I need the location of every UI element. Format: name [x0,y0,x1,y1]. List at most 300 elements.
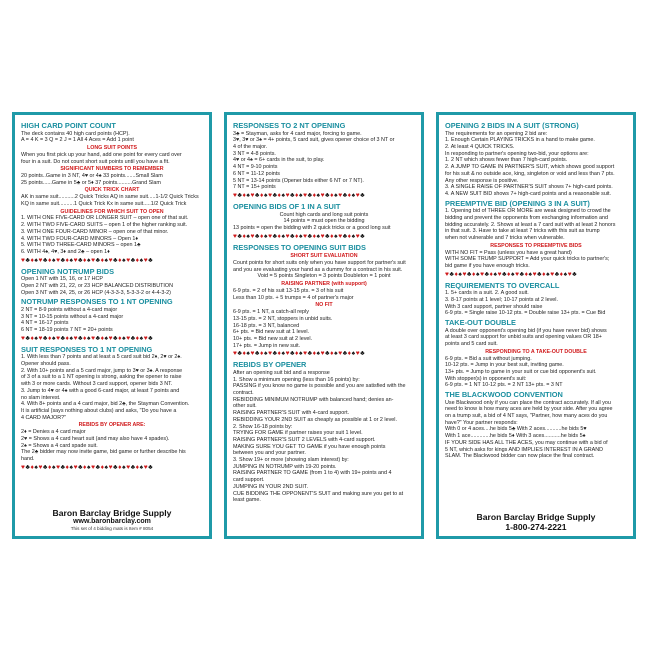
diamond-icon: ♦ [83,463,88,471]
text-line: 1. WITH ONE FIVE-CARD OR LONGER SUIT – open one of that suit. [21,215,189,222]
text-line: The requirements for an opening 2 bid are: [445,130,548,137]
diamond-icon: ♦ [47,463,52,471]
text-line: REBIDDING MINIMUM NOTRUMP with balanced hand; denies an- [233,396,394,403]
text-line: TRYING FOR GAME if partner raises your suit 1 level. [233,430,363,437]
responding-double-section [445,348,627,389]
spade-icon: ♠ [246,232,251,240]
diamond-icon: ♦ [295,191,300,199]
club-icon: ♣ [60,256,66,264]
heart-icon: ♥ [56,334,61,342]
spade-icon: ♠ [334,350,339,358]
diamond-icon: ♦ [277,232,282,240]
heart-icon: ♥ [550,270,555,278]
club-icon: ♣ [130,334,136,342]
diamond-icon: ♦ [471,270,476,278]
sub-heading: SIGNIFICANT NUMBERS TO REMEMBER [60,166,164,173]
diamond-icon: ♦ [524,270,529,278]
text-line: CUE BIDDING THE OPPONENT'S SUIT and making sure you get to at [233,490,404,497]
heart-icon: ♥ [126,334,131,342]
club-icon: ♣ [255,232,260,240]
text-line: when not vulnerable and 7 tricks when vulnerable. [445,235,565,242]
sub-heading: LONG SUIT POINTS [86,145,138,151]
strong-two-bids-section [445,120,627,198]
section-heading: OPENING BIDS OF 1 IN A SUIT [233,201,341,211]
diamond-icon: ♦ [65,256,70,264]
diamond-icon: ♦ [312,232,317,240]
diamond-icon: ♦ [30,256,35,264]
club-icon: ♣ [78,334,84,342]
text-line: 4 NT = 16-17 points [21,320,69,327]
text-line: With 3 card support, partner should raise [445,303,543,310]
spade-icon: ♠ [334,232,339,240]
spade-icon: ♠ [51,463,57,471]
text-line: 1. Show a minimum opening (less than 16 points) by: [233,376,360,383]
text-line: Count high cards and long suit points [279,211,369,218]
heart-icon: ♥ [91,463,96,471]
diamond-icon: ♦ [242,350,247,358]
club-icon: ♣ [272,232,278,240]
heart-icon: ♥ [320,232,326,240]
heart-icon: ♥ [268,350,273,358]
high-card-section [21,120,203,144]
diamond-icon: ♦ [259,350,264,358]
diamond-icon: ♦ [30,334,35,342]
club-icon: ♣ [290,232,296,240]
diamond-icon: ♦ [47,334,52,342]
spade-icon: ♠ [104,256,109,264]
text-line: 13+ pts. = Jump to game in your suit or cue bid opponent's suit. [445,368,597,375]
suit-divider [233,233,415,241]
text-line: When you first pick up your hand, add one point for every card over [21,151,182,158]
quick-trick-section [21,186,203,207]
text-line: 25 points......Game in 5♣ or 5♦ 37 points..........Grand Slam [21,179,161,186]
heart-icon: ♥ [303,350,308,358]
spade-icon: ♠ [351,191,356,199]
text-line: 6 NT = 18-19 points 7 NT = 20+ points [21,327,113,334]
diamond-icon: ♦ [242,191,247,199]
section-heading: OPENING NOTRUMP BIDS [21,266,115,276]
text-line: bid game if you have enough tricks. [445,262,530,269]
text-line: between you and your partner. [233,450,306,457]
club-icon: ♣ [148,463,154,471]
diamond-icon: ♦ [330,191,335,199]
club-icon: ♣ [360,191,366,199]
heart-icon: ♥ [320,350,326,358]
section-heading: REQUIREMENTS TO OVERCALL [445,280,560,290]
club-icon: ♣ [290,191,296,199]
heart-icon: ♥ [91,256,96,264]
footer [445,512,627,532]
text-line: Open 3 NT with 24, 25, or 26 HCP (4-3-3-3, 5-3-3-2 or 4-4-3-2) [21,289,171,296]
diamond-icon: ♦ [277,191,282,199]
text-line: With stopper(s) in opponent's suit: [445,375,527,382]
which-suit-section [21,208,203,256]
diamond-icon: ♦ [347,232,352,240]
heart-icon: ♥ [338,350,343,358]
spade-icon: ♠ [246,350,251,358]
club-icon: ♣ [237,191,243,199]
section-heading: OPENING 2 BIDS IN A SUIT (STRONG) [445,121,579,130]
sub-heading: RESPONDING TO A TAKE-OUT DOUBLE [485,348,587,355]
club-icon: ♣ [360,232,366,240]
diamond-icon: ♦ [242,232,247,240]
diamond-icon: ♦ [83,334,88,342]
heart-icon: ♥ [355,350,361,358]
club-icon: ♣ [325,232,331,240]
bidding-panel-1 [12,112,212,539]
spade-icon: ♠ [458,270,463,278]
diamond-icon: ♦ [100,256,105,264]
diamond-icon: ♦ [259,191,264,199]
club-icon: ♣ [272,350,278,358]
text-line: Count points for short suits only when you have support for partner's suit [233,260,406,267]
heart-icon: ♥ [73,256,79,264]
heart-icon: ♥ [73,463,79,471]
text-line: in that suit. 3. Have to take at least 7 tricks with this suit as trump [445,228,600,235]
text-line: hand. [21,455,35,462]
text-line: no slam interest. [21,394,61,401]
heart-icon: ♥ [108,334,114,342]
text-line: In responding to partner's opening two-bid, your options are: [445,150,589,157]
club-icon: ♣ [43,334,48,342]
section-heading: NOTRUMP RESPONSES TO 1 NT OPENING [21,297,173,307]
diamond-icon: ♦ [542,270,547,278]
text-line: Void = 5 points Singleton = 3 points Doubleton = 1 point [257,273,391,280]
take-out-double-section [445,317,627,348]
section-heading: RESPONSES TO OPENING SUIT BIDS [233,242,366,252]
suit-divider [233,350,415,358]
diamond-icon: ♦ [118,463,123,471]
text-line: JUMPING IN NOTRUMP with 19-20 points. [233,463,337,470]
suit-divider [21,464,203,472]
spade-icon: ♠ [281,191,286,199]
spade-icon: ♠ [511,270,516,278]
heart-icon: ♥ [338,232,343,240]
text-line: 1. With less than 7 points and at least a 5 card suit bid 2♦, 2♥ or 2♠. [21,354,182,361]
rebids-by-opener-section [233,359,415,504]
long-suit-section [21,144,203,165]
section-heading: TAKE-OUT DOUBLE [445,318,516,328]
text-line: It is artificial (says nothing about clubs) and asks, "Do you have a [21,407,177,414]
club-icon: ♣ [43,256,48,264]
diamond-icon: ♦ [489,270,494,278]
spade-icon: ♠ [87,256,92,264]
heart-icon: ♥ [56,463,61,471]
text-line: 4 CARD MAJOR?" [21,414,67,421]
text-line: IF YOUR SIDE HAS ALL THE ACES, you may continue with a bid of [445,439,608,446]
club-icon: ♣ [237,232,243,240]
diamond-icon: ♦ [47,256,52,264]
text-line: With 0 or 4 aces....he bids 5♣ With 2 aces...........he bids 5♥ [445,426,587,433]
text-line: PASSING if you know no game is possible and you are satisfied with the [233,383,406,390]
club-icon: ♣ [25,256,31,264]
diamond-icon: ♦ [330,350,335,358]
club-icon: ♣ [537,270,543,278]
heart-icon: ♥ [320,191,326,199]
spade-icon: ♠ [475,270,481,278]
spade-icon: ♠ [281,350,286,358]
preemptive-responses-section [445,242,627,270]
heart-icon: ♥ [250,191,256,199]
spade-icon: ♠ [69,256,74,264]
heart-icon: ♥ [38,256,44,264]
club-icon: ♣ [148,256,154,264]
heart-icon: ♥ [462,270,468,278]
heart-icon: ♥ [303,232,308,240]
text-line: 13 points = open the bidding with 2 quick tricks or a good long suit [233,224,391,231]
heart-icon: ♥ [497,270,503,278]
heart-icon: ♥ [285,350,291,358]
text-line: 2. At least 4 QUICK TRICKS. [445,144,515,150]
diamond-icon: ♦ [277,350,282,358]
spade-icon: ♠ [263,232,269,240]
heart-icon: ♥ [355,232,361,240]
text-line: 2♦ = Denies a 4 card major [21,429,86,436]
club-icon: ♣ [60,463,66,471]
text-line: A double over opponent's opening bid (if you have never bid) shows [445,327,607,334]
heart-icon: ♥ [233,191,238,199]
text-line: have?" Your partner responds: [445,419,518,426]
phone-number: 1-800-274-2221 [505,522,567,532]
club-icon: ♣ [60,334,66,342]
diamond-icon: ♦ [454,270,459,278]
section-heading: THE BLACKWOOD CONVENTION [445,390,563,400]
diamond-icon: ♦ [312,350,317,358]
heart-icon: ♥ [532,270,538,278]
club-icon: ♣ [95,463,101,471]
diamond-icon: ♦ [65,334,70,342]
section-heading: REBIDS BY OPENER [233,360,307,370]
text-line: Any other response is positive. [445,177,519,184]
text-line: A = 4 K = 3 Q = 2 J = 1 All 4 Aces = Add 1 point [21,137,134,144]
text-line: 3♥, 3♥ or 3♠ = 4+ points, 5 card suit, gives opener choice of 3 NT or [233,137,395,144]
diamond-icon: ♦ [295,232,300,240]
diamond-icon: ♦ [83,256,88,264]
heart-icon: ♥ [126,463,131,471]
heart-icon: ♥ [480,270,485,278]
diamond-icon: ♦ [135,334,140,342]
club-icon: ♣ [113,334,119,342]
text-line: REBIDDING YOUR 2ND SUIT as cheaply as possible at 1 or 2 level. [233,416,397,423]
spade-icon: ♠ [139,463,144,471]
text-line: JUMPING IN YOUR 2ND SUIT. [233,483,309,490]
text-line: 2. With 10+ points and a 5 card major, jump to 3♥ or 3♠. A response [21,367,183,374]
text-line: bidding accurately. 2. Shows at least a 7 card suit with at least 2 honors [445,221,616,228]
text-line: 2. A JUMP TO GAME IN PARTNER'S SUIT, which shows good support [445,164,615,171]
club-icon: ♣ [95,334,101,342]
text-line: 6. WITH 4♠, 4♥, 3♦ and 2♣ – open 1♦ [21,248,110,255]
club-icon: ♣ [290,350,296,358]
spade-icon: ♠ [122,334,127,342]
opening-one-bids-section [233,201,415,232]
text-line: 6-9 pts. = Single raise 10-12 pts. = Double raise 13+ pts. = Cue Bid [445,310,606,317]
diamond-icon: ♦ [559,270,564,278]
text-line: 3. Show 19+ or more (showing slam interest) by: [233,457,349,464]
spade-icon: ♠ [316,350,321,358]
no-fit-section [233,301,415,349]
text-line: 1. Enough Certain PLAYING TRICKS in a hand to make game. [445,137,595,144]
notrump-responses-section [21,296,203,333]
diamond-icon: ♦ [295,350,300,358]
club-icon: ♣ [467,270,472,278]
blackwood-section [445,389,627,460]
club-icon: ♣ [255,191,260,199]
text-line: WITH NO FIT = Pass (unless you have a great hand) [445,249,572,256]
heart-icon: ♥ [233,232,238,240]
text-line: 4. With 8+ points and a 4 card major, bid 2♣, the Stayman Convention. [21,401,190,408]
bidding-panel-2 [224,112,424,539]
text-line: 3. Jump to 4♥ or 4♠ with a good 6-card major, at least 7 points and [21,387,180,394]
spade-icon: ♠ [51,334,57,342]
text-line: WITH SOME TRUMP SUPPORT = Add your quick tricks to partner's; [445,256,610,263]
text-line: 3 NT = 4-8 points. [233,150,276,157]
text-line: 20 points..Game in 3 NT, 4♥ or 4♠ 33 points.......Small Slam [21,173,163,179]
text-line: 1. 2 NT which shows fewer than 7 high-card points. [445,157,568,164]
diamond-icon: ♦ [118,334,123,342]
club-icon: ♣ [43,463,48,471]
sub-heading: RESPONSES TO PREEMPTIVE BIDS [490,242,582,249]
club-icon: ♣ [130,256,136,264]
club-icon: ♣ [272,191,278,199]
club-icon: ♣ [342,350,348,358]
heart-icon: ♥ [250,350,256,358]
spade-icon: ♠ [299,232,304,240]
spade-icon: ♠ [139,256,144,264]
footer [21,508,203,532]
spade-icon: ♠ [246,191,251,199]
text-line: 2♠ = Shows a 4 card spade suit. [21,442,98,449]
spade-icon: ♠ [139,334,144,342]
heart-icon: ♥ [567,270,573,278]
diamond-icon: ♦ [330,232,335,240]
spade-icon: ♠ [87,463,92,471]
2nt-responses-section [233,120,415,191]
spade-icon: ♠ [316,232,321,240]
spade-icon: ♠ [122,256,127,264]
text-line: 4. A NEW SUIT BID shows 7+ high-card points and a reasonable suit. [445,190,612,197]
section-heading: SUIT RESPONSES TO 1 NT OPENING [21,344,153,354]
text-line: 4. WITH TWO FOUR-CARD MINORS – Open 1♦ [21,235,139,242]
text-line: 1. 5+ cards in a suit. 2. A good suit. [445,290,529,297]
significant-numbers-section [21,165,203,186]
text-line: 13-15 pts. = 2 NT, stoppers in unbid suits. [233,315,333,322]
spade-icon: ♠ [87,334,92,342]
text-line: 3 NT = 10-15 points without a 4-card major [21,313,124,320]
text-line: 2. WITH TWO FIVE-CARD SUITS – open 1 of the higher ranking suit. [21,222,188,229]
text-line: contract. [233,390,254,397]
club-icon: ♣ [342,232,348,240]
website-link[interactable]: www.baronbarclay.com [73,517,151,525]
diamond-icon: ♦ [259,232,264,240]
heart-icon: ♥ [91,334,96,342]
opening-notrump-section [21,266,203,297]
club-icon: ♣ [25,334,31,342]
text-line: With 1 ace.............he bids 5♦ With 3 aces...........he bids 5♠ [445,433,586,440]
heart-icon: ♥ [268,191,273,199]
text-line: with 3 or more cards. Without 3 card support, opener bids 3 NT. [21,381,173,388]
heart-icon: ♥ [108,463,114,471]
spade-icon: ♠ [104,463,109,471]
heart-icon: ♥ [73,334,79,342]
text-line: 16-18 pts. = 3 NT, balanced [233,322,300,329]
text-line: 4 of the major. [233,144,268,150]
club-icon: ♣ [148,334,154,342]
diamond-icon: ♦ [100,334,105,342]
club-icon: ♣ [130,463,136,471]
suit-divider [445,271,627,279]
text-line: least game. [233,497,261,504]
heart-icon: ♥ [445,270,450,278]
club-icon: ♣ [502,270,508,278]
text-line: 17+ pts. = Jump in new suit. [233,342,301,349]
heart-icon: ♥ [355,191,361,199]
text-line: of 3 of a suit to a 1 NT opening is strong, asking the opener to raise [21,374,182,381]
heart-icon: ♥ [515,270,520,278]
club-icon: ♣ [484,270,490,278]
club-icon: ♣ [113,256,119,264]
diamond-icon: ♦ [507,270,512,278]
diamond-icon: ♦ [347,350,352,358]
spade-icon: ♠ [104,334,109,342]
heart-icon: ♥ [303,191,308,199]
text-line: 3♣ = Stayman, asks for 4 card major, forcing to game. [233,130,362,137]
text-line: MAKING SURE YOU GET TO GAME if you have enough points [233,443,386,450]
spade-icon: ♠ [299,191,304,199]
spade-icon: ♠ [546,270,551,278]
text-line: card support. [233,477,265,484]
text-line: RAISING PARTNER'S SUIT 2 LEVELS with 4-card support. [233,436,376,443]
diamond-icon: ♦ [347,191,352,199]
spade-icon: ♠ [51,256,57,264]
heart-icon: ♥ [38,463,44,471]
diamond-icon: ♦ [135,256,140,264]
section-heading: RESPONSES TO 2 NT OPENING [233,121,346,130]
spade-icon: ♠ [351,232,356,240]
section-heading: HIGH CARD POINT COUNT [21,121,116,130]
spade-icon: ♠ [563,270,568,278]
text-line: 2. Show 16-18 points by: [233,423,293,430]
text-line: 6-9 pts. = 1 NT, a catch-all reply [233,309,309,316]
text-line: need to know is how many aces are held by your side. After you agree [445,406,613,413]
text-line: KQ in same suit..........1 Quick Trick Kx in same suit.....1/2 Quick Trick [21,200,187,207]
club-icon: ♣ [325,191,331,199]
text-line: Open 2 NT with 21, 22, or 23 HCP BALANCED DISTRIBUTION [21,282,173,289]
text-line: and you are evaluating your hand as a dummy for a contract in his suit. [233,266,403,273]
heart-icon: ♥ [338,191,343,199]
text-line: at least 3 card support for unbid suits and opening values OR 18+ [445,334,602,341]
text-line: 14 points = must open the bidding [283,218,365,225]
text-line: RAISING PARTNER'S SUIT with 4-card support. [233,410,350,417]
club-icon: ♣ [307,232,313,240]
heart-icon: ♥ [21,463,26,471]
text-line: 3. 8-17 points at 1 level; 10-17 points at 2 level. [445,296,558,303]
club-icon: ♣ [572,270,578,278]
club-icon: ♣ [78,256,84,264]
text-line: 6 NT = 11-12 points [233,170,280,177]
text-line: 6-9 pts. = 1 NT 10-12 pts. = 2 NT 13+ pts. = 3 NT [445,382,563,389]
text-line: Use Blackwood only if you can place the contract accurately. If all you [445,399,611,406]
text-line: 2♥ = Shows a 4 card heart suit (and may also have 4 spades). [21,435,170,442]
text-line: 6+ pts. = Bid new suit at 1 level. [233,329,310,336]
bidding-panel-3 [436,112,636,539]
club-icon: ♣ [360,350,366,358]
text-line: The 2♣ bidder may now invite game, bid game or further describe his [21,449,186,456]
spade-icon: ♠ [69,463,74,471]
club-icon: ♣ [78,463,84,471]
text-line: 3. WITH ONE FOUR-CARD MINOR – open one of that minor. [21,228,169,235]
heart-icon: ♥ [21,334,26,342]
club-icon: ♣ [113,463,119,471]
